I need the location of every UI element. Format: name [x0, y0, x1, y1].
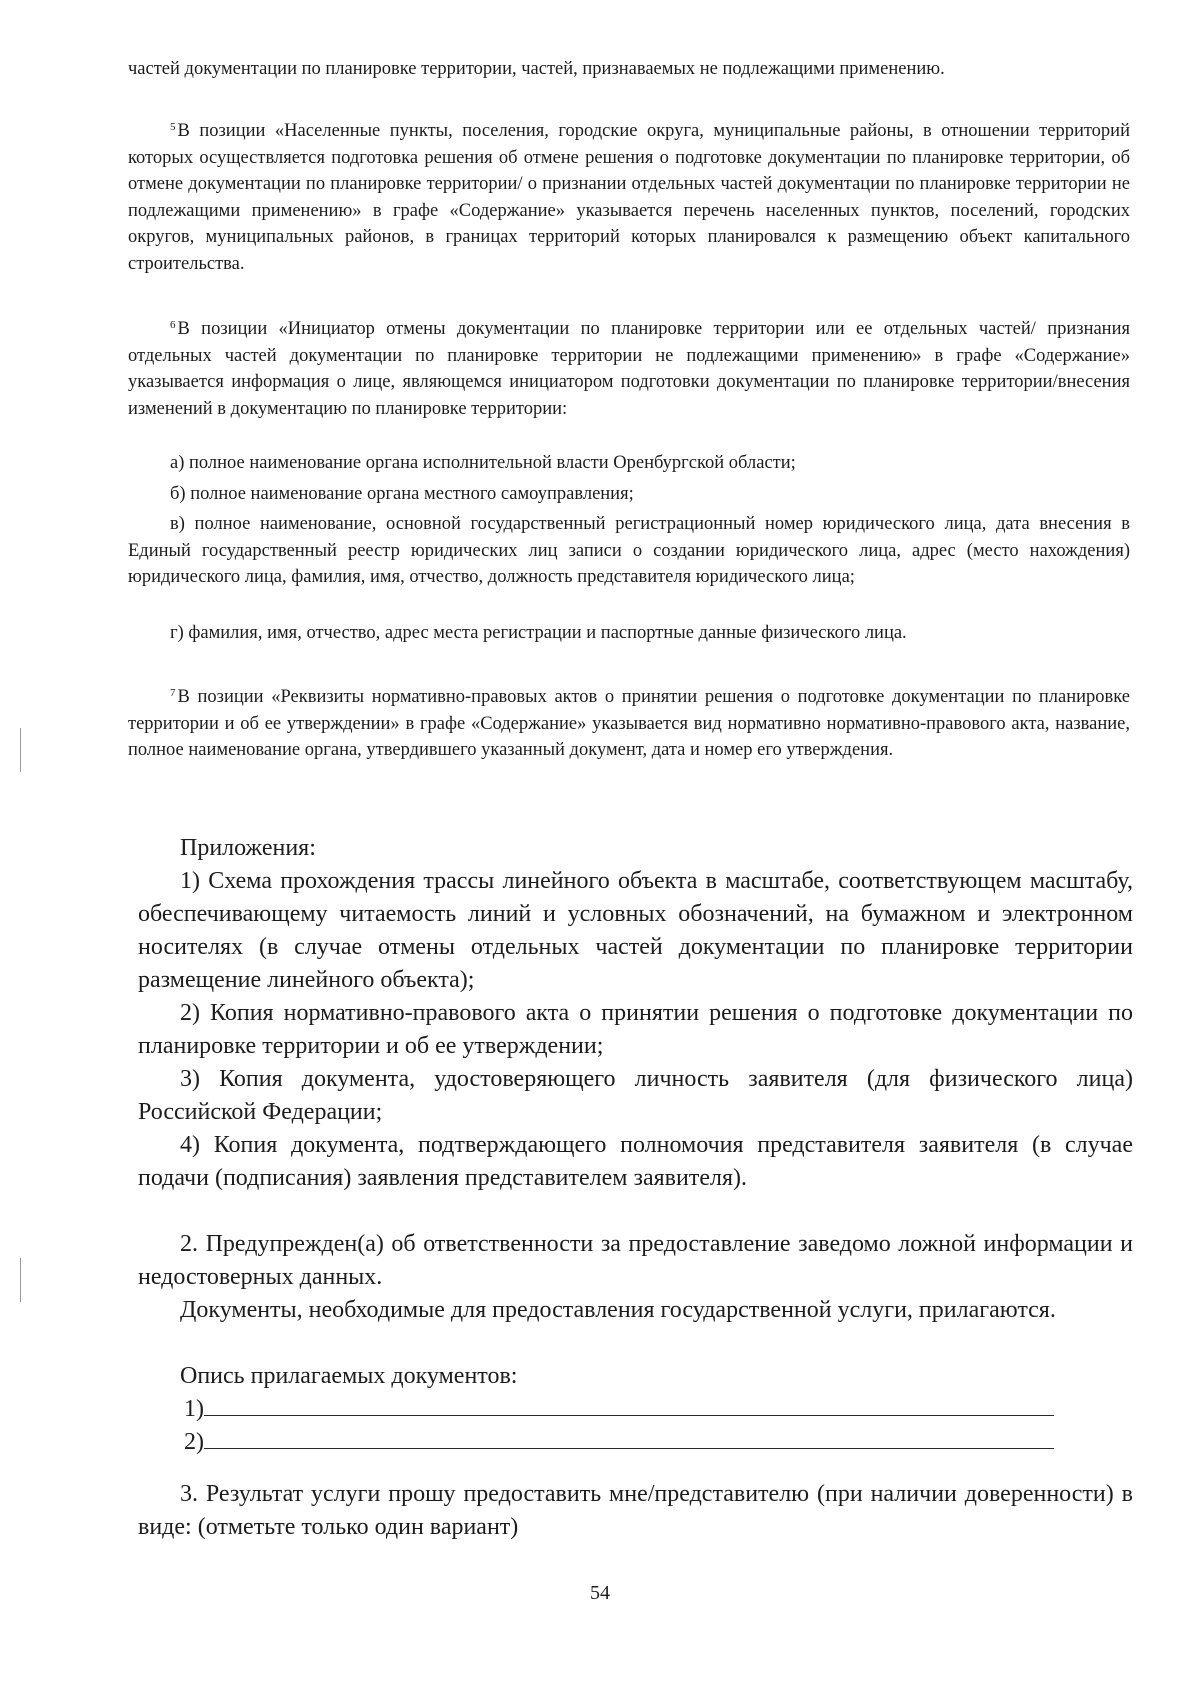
- fill-in-line[interactable]: [204, 1426, 1054, 1449]
- inventory-line-2[interactable]: 2): [184, 1426, 1054, 1459]
- inventory-line-1[interactable]: 1): [184, 1393, 1054, 1426]
- scan-margin-mark: [20, 1258, 21, 1302]
- footnote-6-item-b: б) полное наименование органа местного самоуправления;: [170, 484, 634, 504]
- appendix-item-1: 1) Схема прохождения трассы линейного объекта в масштабе, соответствующем масштабу, обеспечивающему читаемость линий и условных обозначений, на бумажном и электронном носителях (в случае отмены отдельных частей документации по планировке территории размещение линейного объекта);: [138, 868, 1133, 993]
- liability-warning: 2. Предупрежден(а) об ответственности за предоставление заведомо ложной информации и недостоверных данных.: [138, 1231, 1133, 1290]
- appendix-item-2: 2) Копия нормативно-правового акта о принятии решения о подготовке документации по планировке территории и об ее утверждении;: [138, 1000, 1133, 1059]
- footnote-number: 6: [170, 319, 176, 331]
- appendix-heading: Приложения:: [180, 835, 316, 861]
- footnote-number: 7: [170, 687, 176, 699]
- footnote-6-item-d: г) фамилия, имя, отчество, адрес места регистрации и паспортные данные физического лица.: [170, 623, 907, 643]
- footnote-7: $^7$ В позиции «Реквизиты нормативно-правовых актов о принятии решения о подготовке документации по планировке территории и об ее утверждении» в графе «Содержание» указывается вид нормативно нормативно-правового акта, название, полное наименование органа, утвердившего указанный документ, дата и номер его утверждения.: [128, 687, 1130, 760]
- fill-in-line[interactable]: [204, 1393, 1054, 1416]
- appendix-item-4: 4) Копия документа, подтверждающего полномочия представителя заявителя (в случае подачи (подписания) заявления представителем заявителя).: [138, 1132, 1133, 1191]
- page-number: 54: [590, 1582, 610, 1604]
- footnote-6: $^6$ В позиции «Инициатор отмены документации по планировке территории или ее отдельных частей/ признания отдельных частей документации по планировке территории не подлежащими применению» в графе «Содержание» указывается информация о лице, являющемся инициатором подготовки документации по планировке территории/внесения изменений в документацию по планировке территории:: [128, 319, 1130, 419]
- footnote-number: 5: [170, 121, 176, 133]
- footnote-5: $^5$ В позиции «Населенные пункты, поселения, городские округа, муниципальные районы, в отношении территорий которых осуществляется подготовка решения об отмене решения о подготовке документации по планировке территории, об отмене документации по планировке территории/ о признании отдельных частей документации по планировке территории не подлежащими применению» в графе «Содержание» указывается перечень населенных пунктов, поселений, городских округов, муниципальных районов, в границах территорий которых планировался к размещению объект капитального строительства.: [128, 121, 1130, 274]
- footnote-6-item-a: а) полное наименование органа исполнительной власти Оренбургской области;: [170, 453, 796, 473]
- scan-margin-mark: [20, 728, 21, 772]
- footnote-6-item-c: в) полное наименование, основной государственный регистрационный номер юридического лица, дата внесения в Единый государственный реестр юридических лиц записи о создании юридического лица, адрес (место нахождения) юридического лица, фамилия, имя, отчество, должность представителя юридического лица;: [128, 514, 1130, 587]
- footnote-continuation: частей документации по планировке территории, частей, признаваемых не подлежащими применению.: [128, 59, 945, 79]
- inventory-heading: Опись прилагаемых документов:: [180, 1363, 518, 1389]
- result-delivery: 3. Результат услуги прошу предоставить мне/представителю (при наличии доверенности) в виде: (отметьте только один вариант): [138, 1481, 1133, 1540]
- appendix-item-3: 3) Копия документа, удостоверяющего личность заявителя (для физического лица) Российской Федерации;: [138, 1066, 1133, 1125]
- documents-attached: Документы, необходимые для предоставления государственной услуги, прилагаются.: [180, 1297, 1056, 1323]
